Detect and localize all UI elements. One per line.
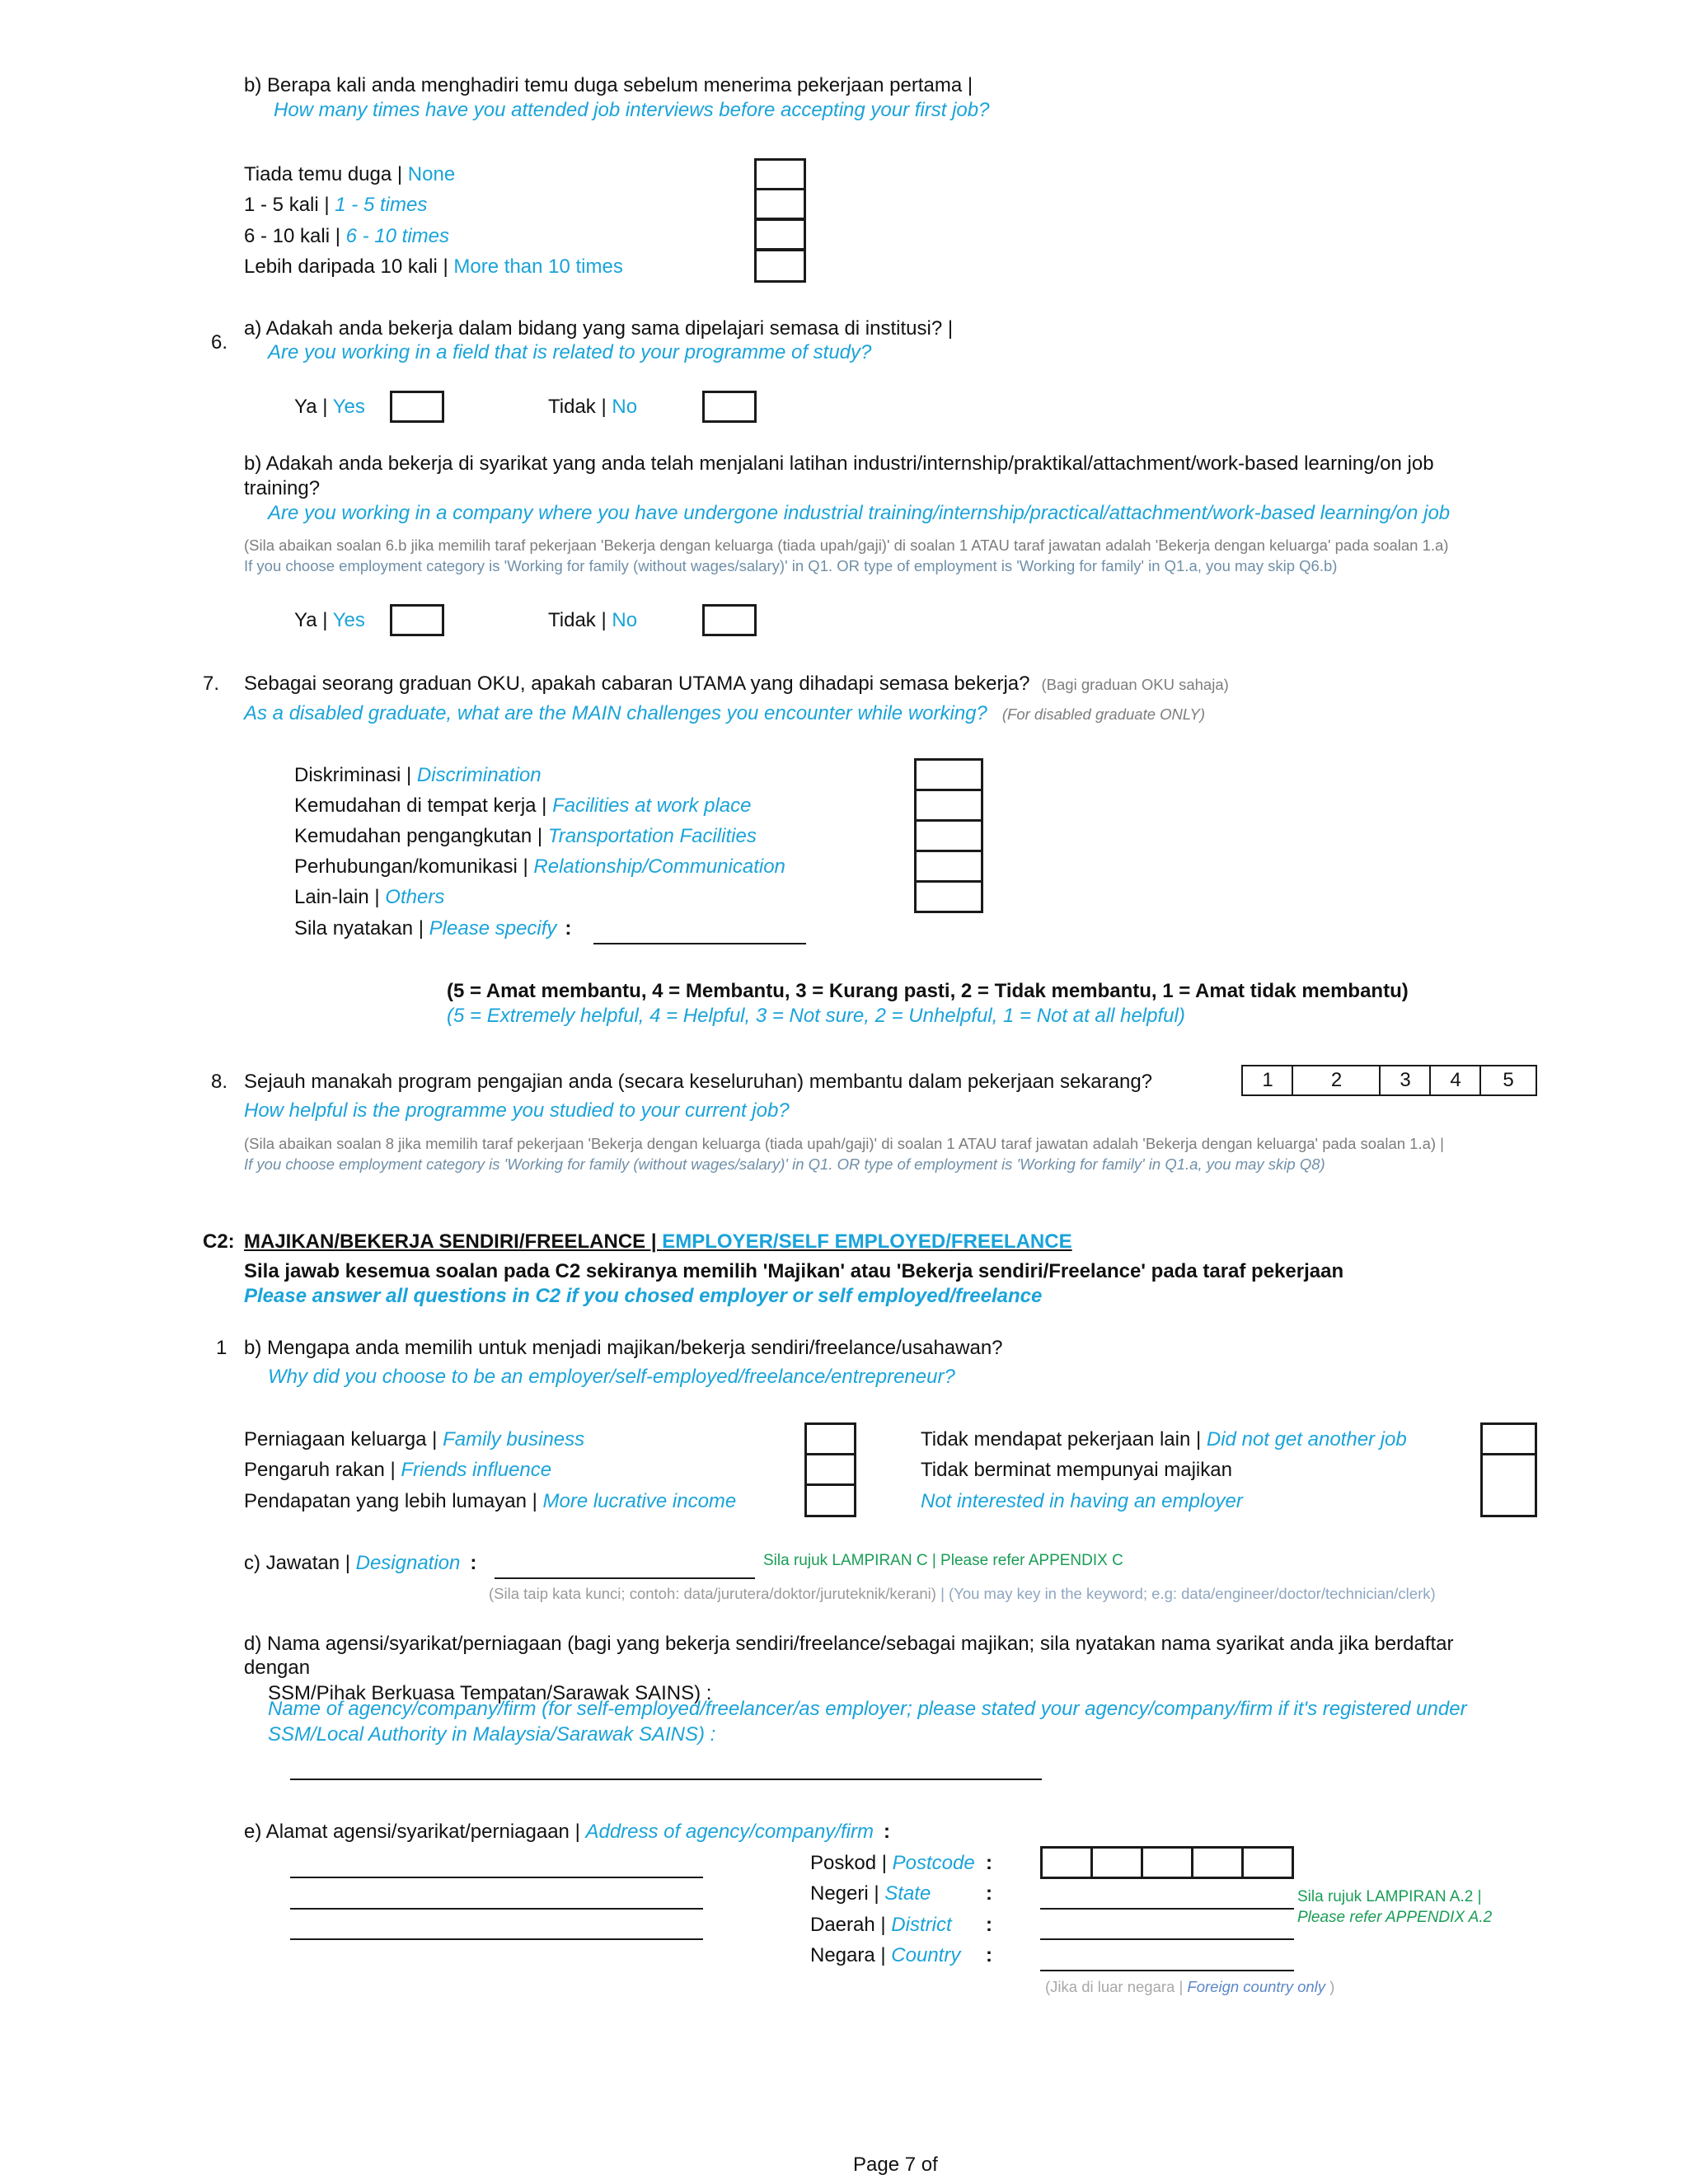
c2-state-colon: : — [986, 1882, 992, 1905]
q7-checkbox-relationship[interactable] — [914, 850, 983, 883]
c2-address-label: e) Alamat agensi/syarikat/perniagaan | Address of agency/company/firm : — [244, 1821, 890, 1843]
q8-note-en: If you choose employment category is 'Working for family (without wages/salary)' in Q1. OR type of employment is 'Working for family' in Q1.a, you may skip Q8) — [244, 1155, 1325, 1173]
q8-question-ms: Sejauh manakah program pengajian anda (secara keseluruhan) membantu dalam pekerjaan sekarang? — [244, 1071, 1153, 1093]
q7-checkbox-transportation[interactable] — [914, 819, 983, 852]
q6a-no-checkbox[interactable] — [702, 391, 757, 423]
c2-instruction-ms: Sila jawab kesemua soalan pada C2 sekiranya memilih 'Majikan' atau 'Bekerja sendiri/Freelance' pada taraf pekerjaan — [244, 1260, 1344, 1282]
c2-agency-question-ms-line3: SSM/Pihak Berkuasa Tempatan/Sarawak SAINS) : — [268, 1682, 712, 1704]
c2-code: C2: — [203, 1230, 235, 1253]
c2-district-label: Daerah | District — [810, 1914, 952, 1936]
c2-checkbox-no-other-job[interactable] — [1480, 1422, 1537, 1455]
c2-postcode-digit-5[interactable] — [1241, 1846, 1294, 1879]
c2-title: MAJIKAN/BEKERJA SENDIRI/FREELANCE | EMPLOYER/SELF EMPLOYED/FREELANCE — [244, 1230, 1072, 1253]
q7-question-en: As a disabled graduate, what are the MAIN challenges you encounter while working? (For disabled graduate ONLY) — [244, 702, 1205, 724]
q6a-yes-checkbox[interactable] — [390, 391, 444, 423]
c2-state-refer-2: Please refer APPENDIX A.2 — [1297, 1909, 1493, 1926]
c2-district-input-line[interactable] — [1040, 1938, 1294, 1940]
c2-country-label: Negara | Country — [810, 1944, 961, 1966]
c2-foreign-note: (Jika di luar negara | Foreign country only ) — [1045, 1978, 1335, 1995]
c2-checkbox-lucrative-income[interactable] — [804, 1483, 856, 1517]
c2-checkbox-family-business[interactable] — [804, 1422, 856, 1455]
q7-option-transportation: Kemudahan pengangkutan | Transportation Facilities — [294, 825, 757, 847]
q5b-checkbox-6-10[interactable] — [754, 218, 806, 251]
c2-option-no-employer-en: Not interested in having an employer — [921, 1490, 1243, 1512]
q5b-checkbox-more-10[interactable] — [754, 249, 806, 283]
c2-agency-question-ms-line2: dengan — [244, 1657, 311, 1679]
q8-scale-3[interactable]: 3 — [1379, 1065, 1432, 1096]
q8-number: 8. — [211, 1071, 228, 1093]
q5b-option-6-10: 6 - 10 kali | 6 - 10 times — [244, 225, 450, 247]
c2-agency-input-line[interactable] — [290, 1779, 1042, 1780]
q5b-checkbox-none[interactable] — [754, 158, 806, 190]
c2-country-colon: : — [986, 1944, 992, 1966]
q5b-question-en: How many times have you attended job interviews before accepting your first job? — [274, 99, 990, 121]
c2-postcode-colon: : — [986, 1852, 992, 1874]
q6b-no-checkbox[interactable] — [702, 604, 757, 636]
c2-checkbox-no-employer[interactable] — [1480, 1453, 1537, 1517]
c2-postcode-digit-1[interactable] — [1040, 1846, 1093, 1879]
q6b-question-en: Are you working in a company where you have undergone industrial training/internship/practical/attachment/work-based learning/on job — [268, 502, 1451, 524]
c2-postcode-label: Poskod | Postcode — [810, 1852, 975, 1874]
scale-legend-en: (5 = Extremely helpful, 4 = Helpful, 3 = Not sure, 2 = Unhelpful, 1 = Not at all helpful) — [447, 1005, 1185, 1027]
c2-postcode-digit-4[interactable] — [1191, 1846, 1244, 1879]
q6b-question-ms-line2: training? — [244, 477, 321, 499]
q7-number: 7. — [203, 673, 220, 695]
c2-postcode-digit-2[interactable] — [1090, 1846, 1143, 1879]
q7-option-facilities: Kemudahan di tempat kerja | Facilities at work place — [294, 794, 752, 817]
c2-agency-question-en-line1: Name of agency/company/firm (for self-employed/freelancer/as employer; please stated your agency/company/firm if it's registered under — [268, 1698, 1467, 1720]
c2-country-input-line[interactable] — [1040, 1970, 1294, 1971]
q6a-no-label: Tidak | No — [548, 396, 638, 418]
q7-option-others: Lain-lain | Others — [294, 886, 445, 908]
q6a-question-en: Are you working in a field that is related to your programme of study? — [268, 341, 872, 363]
q8-question-en: How helpful is the programme you studied to your current job? — [244, 1099, 790, 1122]
c2-postcode-digit-3[interactable] — [1141, 1846, 1193, 1879]
c2-option-friends-influence: Pengaruh rakan | Friends influence — [244, 1459, 552, 1481]
q6b-question-ms-line1: b) Adakah anda bekerja di syarikat yang anda telah menjalani latihan industri/internship/praktikal/attachment/work-based learning/on job — [244, 452, 1434, 475]
q5b-option-1-5: 1 - 5 kali | 1 - 5 times — [244, 194, 428, 216]
q7-option-discrimination: Diskriminasi | Discrimination — [294, 764, 542, 786]
c2-checkbox-friends-influence[interactable] — [804, 1453, 856, 1486]
q6b-no-label: Tidak | No — [548, 609, 638, 631]
c2-state-input-line[interactable] — [1040, 1908, 1294, 1910]
q7-specify-input-line[interactable] — [593, 943, 806, 944]
c2-state-label: Negeri | State — [810, 1882, 931, 1905]
c2-option-no-other-job: Tidak mendapat pekerjaan lain | Did not get another job — [921, 1428, 1407, 1451]
q8-scale-2[interactable]: 2 — [1292, 1065, 1381, 1096]
c2-designation-input-line[interactable] — [495, 1577, 755, 1579]
c2-address-line-1[interactable] — [290, 1877, 703, 1878]
q6b-yes-label: Ya | Yes — [294, 609, 365, 631]
c2-agency-question-en-line2: SSM/Local Authority in Malaysia/Sarawak SAINS) : — [268, 1723, 716, 1746]
q6-number: 6. — [211, 331, 228, 354]
q5b-option-none: Tiada temu duga | None — [244, 163, 456, 185]
q5b-checkbox-1-5[interactable] — [754, 188, 806, 220]
c2-option-no-employer-ms: Tidak berminat mempunyai majikan — [921, 1459, 1232, 1481]
c2-q1-number: 1 — [216, 1337, 227, 1359]
q6a-question-ms: a) Adakah anda bekerja dalam bidang yang sama dipelajari semasa di institusi? | — [244, 317, 954, 340]
q7-checkbox-others[interactable] — [914, 880, 983, 913]
c2-agency-question-ms-line1: d) Nama agensi/syarikat/perniagaan (bagi yang bekerja sendiri/freelance/sebagai majikan; sila nyatakan nama syarikat anda jika berdaftar — [244, 1633, 1454, 1655]
q8-scale-4[interactable]: 4 — [1429, 1065, 1482, 1096]
q6b-note-en: If you choose employment category is 'Working for family (without wages/salary)' in Q1. OR type of employment is 'Working for family' in Q1.a, you may skip Q6.b) — [244, 557, 1338, 574]
q7-question-ms: Sebagai seorang graduan OKU, apakah cabaran UTAMA yang dihadapi semasa bekerja? (Bagi graduan OKU sahaja) — [244, 673, 1229, 695]
scale-legend-ms: (5 = Amat membantu, 4 = Membantu, 3 = Kurang pasti, 2 = Tidak membantu, 1 = Amat tidak membantu) — [447, 980, 1409, 1002]
q7-checkbox-discrimination[interactable] — [914, 758, 983, 791]
c2-designation-refer: Sila rujuk LAMPIRAN C | Please refer APPENDIX C — [763, 1552, 1123, 1569]
page-number: Page 7 of — [853, 2154, 938, 2176]
q7-specify-label: Sila nyatakan | Please specify : — [294, 917, 572, 940]
q5b-option-more-10: Lebih daripada 10 kali | More than 10 times — [244, 255, 623, 278]
c2-address-line-2[interactable] — [290, 1908, 703, 1910]
c2-designation-note: (Sila taip kata kunci; contoh: data/jurutera/doktor/juruteknik/kerani) | (You may key in the keyword; e.g: data/engineer/doctor/technician/clerk) — [489, 1585, 1436, 1602]
q7-checkbox-facilities[interactable] — [914, 789, 983, 822]
q6b-note-ms: (Sila abaikan soalan 6.b jika memilih taraf pekerjaan 'Bekerja dengan keluarga (tiada upah/gaji)' di soalan 1 ATAU taraf jawatan adalah 'Bekerja dengan keluarga' pada soalan 1.a) — [244, 537, 1449, 554]
c2-state-refer-1: Sila rujuk LAMPIRAN A.2 | — [1297, 1888, 1482, 1905]
q6a-yes-label: Ya | Yes — [294, 396, 365, 418]
c2-address-line-3[interactable] — [290, 1938, 703, 1940]
q6b-yes-checkbox[interactable] — [390, 604, 444, 636]
q7-option-relationship: Perhubungan/komunikasi | Relationship/Communication — [294, 855, 785, 878]
q8-scale-5[interactable]: 5 — [1479, 1065, 1537, 1096]
c2-district-colon: : — [986, 1914, 992, 1936]
q5b-question-ms: b) Berapa kali anda menghadiri temu duga sebelum menerima pekerjaan pertama | — [244, 74, 973, 96]
q8-scale-1[interactable]: 1 — [1241, 1065, 1294, 1096]
c2-instruction-en: Please answer all questions in C2 if you chosed employer or self employed/freelance — [244, 1285, 1043, 1307]
c2-designation-label: c) Jawatan | Designation : — [244, 1552, 477, 1574]
c2-option-lucrative-income: Pendapatan yang lebih lumayan | More lucrative income — [244, 1490, 737, 1512]
c2-q1b-question-en: Why did you choose to be an employer/self-employed/freelance/entrepreneur? — [268, 1366, 955, 1388]
c2-q1b-question-ms: b) Mengapa anda memilih untuk menjadi majikan/bekerja sendiri/freelance/usahawan? — [244, 1337, 1003, 1359]
q8-note-ms: (Sila abaikan soalan 8 jika memilih taraf pekerjaan 'Bekerja dengan keluarga (tiada upah/gaji)' di soalan 1 ATAU taraf jawatan adalah 'Bekerja dengan keluarga' pada soalan 1.a) | — [244, 1135, 1444, 1152]
c2-option-family-business: Perniagaan keluarga | Family business — [244, 1428, 585, 1451]
